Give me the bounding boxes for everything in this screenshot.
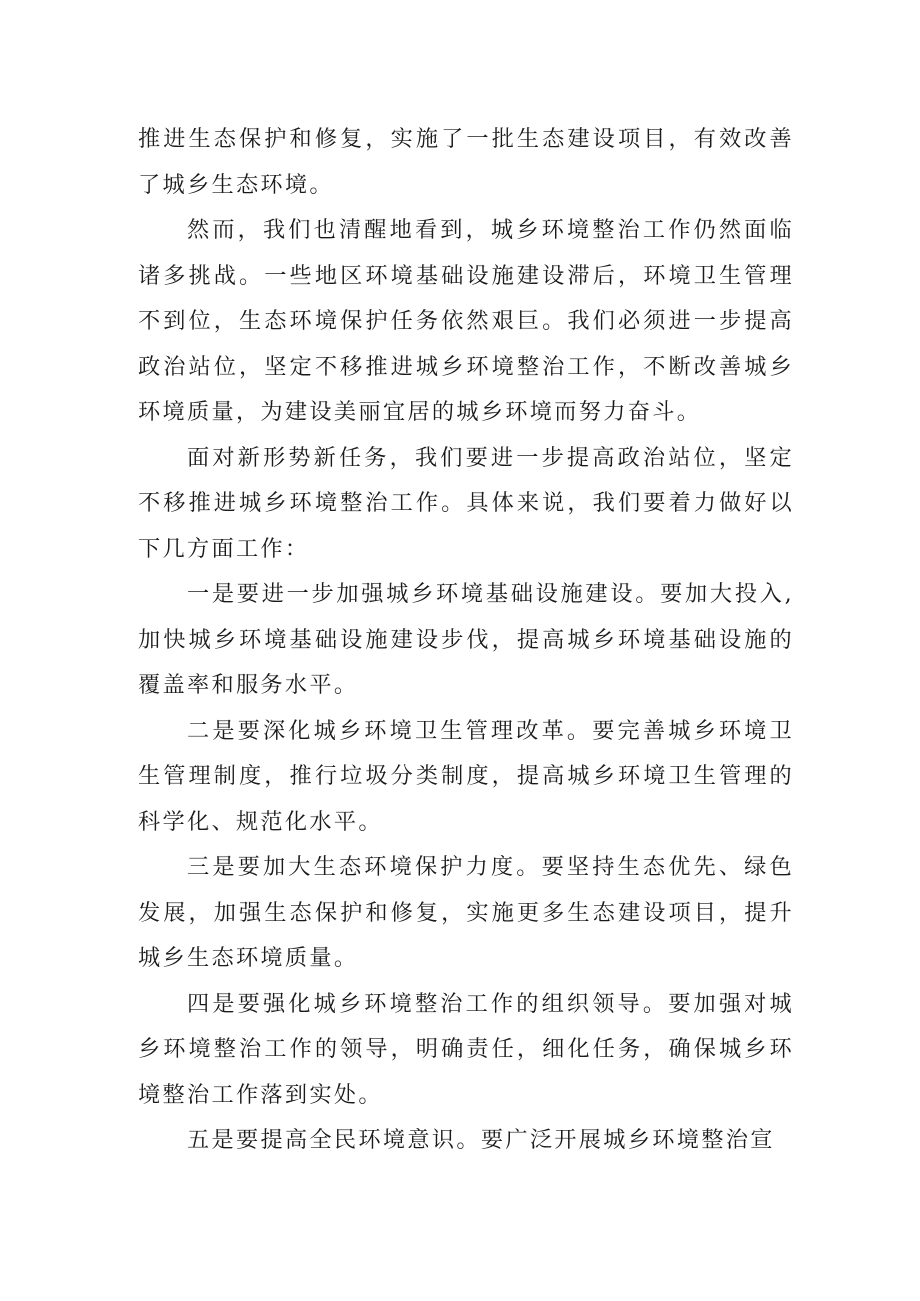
paragraph-continued: 推进生态保护和修复，实施了一批生态建设项目，有效改善了城乡生态环境。 xyxy=(138,126,794,198)
paragraph-point-three: 三是要加大生态环境保护力度。要坚持生态优先、绿色发展，加强生态保护和修复，实施更多生态建设项目，提升城乡生态环境质量。 xyxy=(138,854,794,971)
paragraph-point-four: 四是要强化城乡环境整治工作的组织领导。要加强对城乡环境整治工作的领导，明确责任，细化任务，确保城乡环境整治工作落到实处。 xyxy=(138,990,794,1108)
paragraph-point-one: 一是要进一步加强城乡环境基础设施建设。要加大投入,加快城乡环境基础设施建设步伐，提高城乡环境基础设施的覆盖率和服务水平。 xyxy=(138,581,794,698)
paragraph-new-tasks: 面对新形势新任务，我们要进一步提高政治站位，坚定不移推进城乡环境整治工作。具体来说，我们要着力做好以下几方面工作： xyxy=(138,444,794,562)
paragraph-challenges: 然而，我们也清醒地看到，城乡环境整治工作仍然面临诸多挑战。一些地区环境基础设施建设滞后，环境卫生管理不到位，生态环境保护任务依然艰巨。我们必须进一步提高政治站位，坚定不移推进城乡环境整治工作，不断改善城乡环境质量，为建设美丽宜居的城乡环境而努力奋斗。 xyxy=(138,217,794,425)
paragraph-point-five: 五是要提高全民环境意识。要广泛开展城乡环境整治宣 xyxy=(187,1127,775,1153)
document-body xyxy=(138,117,794,1164)
paragraph-point-two: 二是要深化城乡环境卫生管理改革。要完善城乡环境卫生管理制度，推行垃圾分类制度，提高城乡环境卫生管理的科学化、规范化水平。 xyxy=(138,717,794,835)
